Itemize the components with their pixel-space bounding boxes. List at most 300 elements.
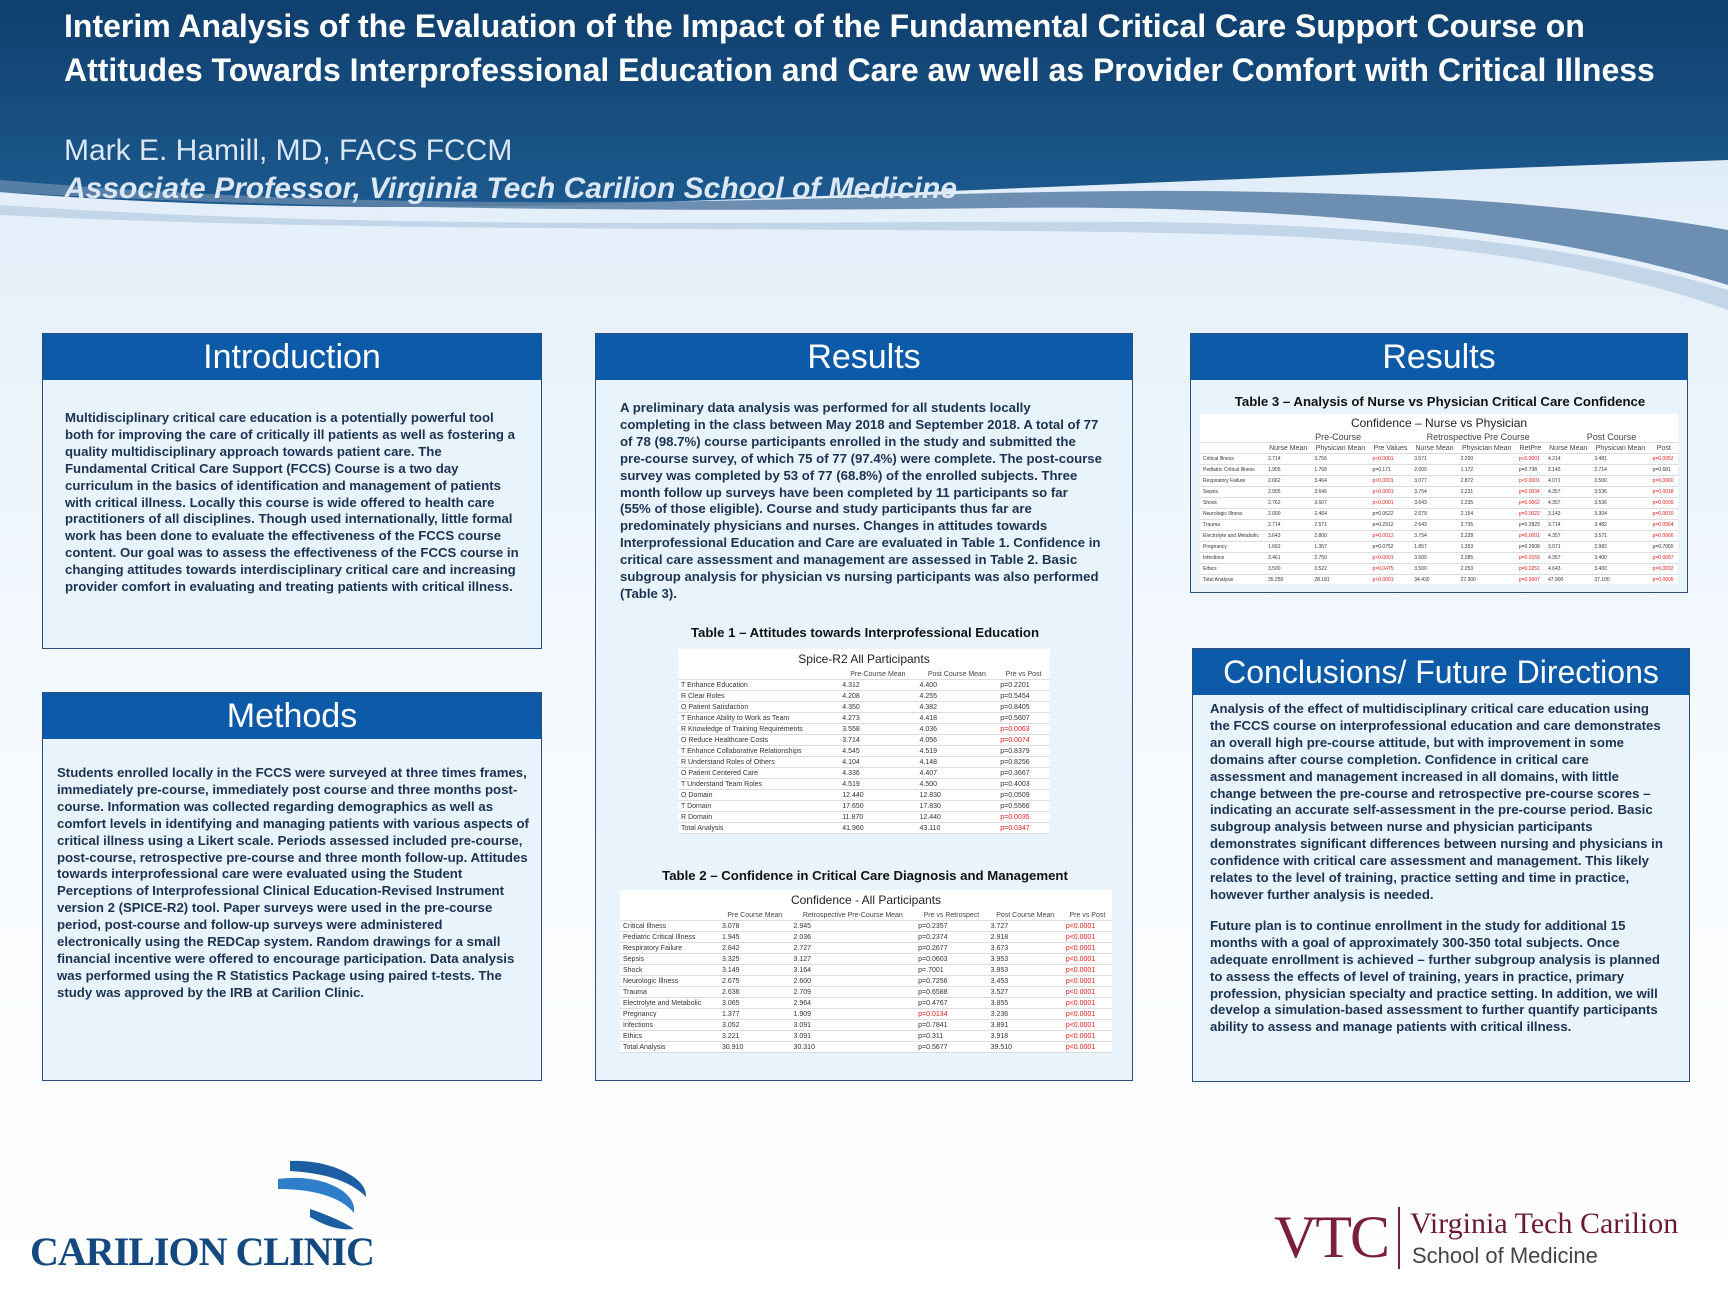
table1-row [678, 768, 1050, 779]
table1-row [678, 702, 1050, 713]
table3-cell: 3.754 [1411, 531, 1457, 542]
table2-row-label: Shock [620, 965, 719, 976]
table3-cell: p=0.0066 [1650, 531, 1678, 542]
table1-row-label: T Domain [678, 801, 839, 812]
results-panel-right [1190, 333, 1688, 593]
table3-cell: 3.607 [1311, 498, 1369, 509]
table1-row [678, 691, 1050, 702]
carilion-clinic-logo [28, 1155, 373, 1275]
table2-row [620, 1009, 1112, 1020]
results-text: A preliminary data analysis was performed for all students locally completing in the class between May 2018 and September 2018. A total of 77 of 78 (98.7%) course participants enrolled in the study and submitted the pre-course survey, of which 75 of 77 (97.4%) were complete. The post-course survey was completed by 53 of 77 (68.8%) of the enrolled subjects. Three month follow up surveys have been completed by 11 participants so far (55% of those eligible). Course and study participants thus far are predominately physicians and nurses. Changes in attitudes towards Interprofessional Education and Care are evaluated in Table 1. Confidence in critical care assessment and management are assessed in Table 2. Basic subgroup analysis for physician vs nursing participants was also performed (Table 3). [620, 400, 1102, 601]
table2-cell: 3.891 [988, 1020, 1063, 1031]
table2-row [620, 943, 1112, 954]
table3-cell: p=0.0752 [1370, 542, 1412, 553]
table3-cell: p=0.0034 [1516, 487, 1545, 498]
table3-cell: p=0.2608 [1516, 542, 1545, 553]
table1-cell: 17.650 [839, 801, 916, 812]
table3-cell: 3.643 [1265, 531, 1311, 542]
table1-cell: p=0.0063 [997, 724, 1050, 735]
table3-cell: 3.481 [1591, 454, 1649, 465]
table1-header-row [678, 669, 1050, 680]
table2-cell: 3.221 [719, 1031, 791, 1042]
table1-row [678, 680, 1050, 691]
table2-row-label: Respiratory Failure [620, 943, 719, 954]
table1-row [678, 779, 1050, 790]
table3-cell: 1.357 [1311, 542, 1369, 553]
table2-cell: 2.636 [719, 987, 791, 998]
table3-group-header: Retrospective Pre Course [1411, 432, 1545, 443]
table1-cell: 4.104 [839, 757, 916, 768]
table2-cell: p=0.2357 [915, 921, 987, 932]
table2-cell: 3.453 [988, 976, 1063, 987]
table3-col-header: RetPre [1516, 443, 1545, 454]
table2-title: Confidence - All Participants [620, 890, 1112, 910]
table3-cell: p<0.0001 [1516, 454, 1545, 465]
table2-row [620, 932, 1112, 943]
table3-cell: 2.464 [1311, 509, 1369, 520]
table3-cell: p=0.0007 [1516, 575, 1545, 585]
table2-cell: 2.675 [719, 976, 791, 987]
table2-col-header: Pre vs Retrospect [915, 910, 987, 921]
table1-row [678, 757, 1050, 768]
table2-row [620, 998, 1112, 1009]
table2-cell: p<0.0001 [1063, 1020, 1112, 1031]
table2-cell: 2.600 [791, 976, 916, 987]
table3-cell: 2.571 [1311, 520, 1369, 531]
table2-cell: 3.149 [719, 965, 791, 976]
table2-row [620, 1020, 1112, 1031]
results-heading-middle: Results [596, 334, 1132, 380]
methods-text: Students enrolled locally in the FCCS were surveyed at three times frames, immediately pre-course, immediately post course and three months post-course. Information was collected regarding demographics as well as comfort levels in identifying and managing patients with various aspects of critical illness using a Likert scale. Periods assessed included pre-course, post-course, retrospective pre-course and three month follow-up. Attitudes towards interprofessional care were evaluated using the Student Perceptions of Interprofessional Clinical Education-Revised Instrument version 2 (SPICE-R2) tool. Paper surveys were used in the pre-course period, post-course and follow-up surveys were administered electronically using the REDCap system. Random drawings for a small financial incentive were offered to encourage participation. Data analysis was performed using the R Statistics Package using paired t-tests. The study was approved by the IRB at Carilion Clinic. [57, 765, 529, 1000]
table3-cell: p=0.0062 [1516, 498, 1545, 509]
table1-row [678, 823, 1050, 834]
table2-cell: 3.127 [791, 954, 916, 965]
table2-cell: 2.918 [988, 932, 1063, 943]
table3-cell: 28.181 [1311, 575, 1369, 585]
table3-cell: p=0.681 [1650, 465, 1678, 476]
table3-cell: 3.500 [1591, 476, 1649, 487]
table3-row [1200, 498, 1678, 509]
table1-row-label: O Reduce Healthcare Costs [678, 735, 839, 746]
table3-cell: 2.662 [1265, 476, 1311, 487]
table2-cell: 3.727 [988, 921, 1063, 932]
table1-cell: 4.056 [917, 735, 998, 746]
table1-cell: 4.400 [917, 680, 998, 691]
table1-cell: 4.208 [839, 691, 916, 702]
table3-col-header: Pre Values [1370, 443, 1412, 454]
table2-cell: 3.078 [719, 921, 791, 932]
table3-header-row [1200, 443, 1678, 454]
vtc-divider [1398, 1207, 1400, 1269]
table2-cell: 1.909 [791, 1009, 916, 1020]
table2-cell: p<0.0001 [1063, 965, 1112, 976]
table1-cell: p=0.0509 [997, 790, 1050, 801]
table2-cell: 3.855 [988, 998, 1063, 1009]
table3-row-label: Pediatric Critical Illness [1200, 465, 1265, 476]
table1-row-label: R Clear Roles [678, 691, 839, 702]
table2-cell: p=0.6588 [915, 987, 987, 998]
table3-cell: 34.430 [1411, 575, 1457, 585]
table3-cell: 27.300 [1458, 575, 1516, 585]
table3-cell: 4.071 [1545, 476, 1591, 487]
table2-cell: 3.673 [988, 943, 1063, 954]
table1-col-header: Pre-Course Mean [839, 669, 916, 680]
conclusions-paragraph-2: Future plan is to continue enrollment in the study for additional 15 months with a goal of approximately 300-350 total subjects. Once adequate enrollment is achieved – further subgroup analysis is planned to assess the effects of level of training, years in practice, primary profession, physician specialty and practice setting. In addition, we will develop a simulation-based assessment to further quantify participants ability to assess and manage patients with critical illness. [1210, 917, 1660, 1035]
table3-cell: 2.750 [1311, 553, 1369, 564]
table3-cell: 1.662 [1265, 542, 1311, 553]
table3-cell: p<0.0001 [1370, 487, 1412, 498]
table3-cell: 2.800 [1311, 531, 1369, 542]
table2-row-label: Pregnancy [620, 1009, 719, 1020]
table3-cell: p<0.0001 [1370, 553, 1412, 564]
table2-cell: p=0.4767 [915, 998, 987, 1009]
table3-cell: 3.400 [1591, 553, 1649, 564]
table3-row [1200, 520, 1678, 531]
table3-cell: 2.200 [1458, 454, 1516, 465]
table2-col-header [620, 910, 719, 921]
table3-col-header: Physician Mean [1311, 443, 1369, 454]
table1-cell: p=0.5607 [997, 713, 1050, 724]
table1-row-label: O Domain [678, 790, 839, 801]
table1-cell: p=0.0035 [997, 812, 1050, 823]
table1-row-label: R Knowledge of Training Requirements [678, 724, 839, 735]
table3-col-header: Post [1650, 443, 1678, 454]
table3-cell: 2.735 [1458, 520, 1516, 531]
table3-row [1200, 542, 1678, 553]
table3-cell: 1.353 [1458, 542, 1516, 553]
table3-cell: 3.464 [1311, 476, 1369, 487]
table3-cell: p=0.7065 [1650, 542, 1678, 553]
table2-cell: 2.945 [791, 921, 916, 932]
table3-cell: 37.100 [1591, 575, 1649, 585]
table3-cell: p=0.0001 [1516, 531, 1545, 542]
table3-cell: p=0.2829 [1516, 520, 1545, 531]
table3-cell: 3.536 [1591, 487, 1649, 498]
table3-title: Confidence – Nurse vs Physician [1200, 414, 1678, 432]
table3-row-label: Total Analysis [1200, 575, 1265, 585]
table2-cell: 2.709 [791, 987, 916, 998]
table2-cell: 2.964 [791, 998, 916, 1009]
table2-cell: p<0.0001 [1063, 998, 1112, 1009]
table1-caption: Table 1 – Attitudes towards Interprofessional Education [690, 625, 1040, 640]
table3-row-label: Trauma [1200, 520, 1265, 531]
table2-cell: p=0.2374 [915, 932, 987, 943]
table3-wrapper [1200, 414, 1678, 584]
conclusions-heading: Conclusions/ Future Directions [1193, 649, 1689, 695]
table3-cell: 4.357 [1545, 553, 1591, 564]
table1-cell: 4.519 [839, 779, 916, 790]
table2-cell: p=0.7841 [915, 1020, 987, 1031]
table3-cell: 4.357 [1545, 498, 1591, 509]
table1-cell: 12.440 [839, 790, 916, 801]
table1-cell: 4.382 [917, 702, 998, 713]
vtc-school: School of Medicine [1412, 1243, 1598, 1268]
table2-cell: 3.091 [791, 1031, 916, 1042]
results-heading-right: Results [1191, 334, 1687, 380]
table1-cell: 4.036 [917, 724, 998, 735]
table1-cell: p=0.0074 [997, 735, 1050, 746]
introduction-heading: Introduction [43, 334, 541, 380]
table3-cell: p=0.0092 [1650, 564, 1678, 575]
carilion-clinic-wordmark: CARILION CLINIC [30, 1229, 374, 1274]
table2-row-label: Pediatric Critical Illness [620, 932, 719, 943]
table2-cell: 3.527 [988, 987, 1063, 998]
table1-cell: p=0.8405 [997, 702, 1050, 713]
table3-cell: 3.646 [1311, 487, 1369, 498]
table3-cell: 2.872 [1458, 476, 1516, 487]
table2-cell: p=0.5677 [915, 1042, 987, 1053]
table3-cell: 3.756 [1311, 454, 1369, 465]
table3-group-row [1200, 432, 1678, 443]
table2-cell: p<0.0001 [1063, 932, 1112, 943]
table3-group-header: Post Course [1545, 432, 1678, 443]
table1-row-label: R Domain [678, 812, 839, 823]
table2-row [620, 954, 1112, 965]
table1-cell: p=0.8256 [997, 757, 1050, 768]
table3-cell: 1.905 [1265, 465, 1311, 476]
table2-col-header: Pre vs Post [1063, 910, 1112, 921]
table2-cell: p<0.0001 [1063, 943, 1112, 954]
table3-cell: 2.385 [1458, 553, 1516, 564]
table2-cell: 39.510 [988, 1042, 1063, 1053]
table1-row [678, 713, 1050, 724]
table2-cell: 3.953 [988, 965, 1063, 976]
table3-row-label: Critical Illness [1200, 454, 1265, 465]
table3-cell: p=0.0060 [1650, 476, 1678, 487]
table3-col-header: Physician Mean [1458, 443, 1516, 454]
table3-row [1200, 465, 1678, 476]
table2-cell: p=.7001 [915, 965, 987, 976]
table1-cell: 4.545 [839, 746, 916, 757]
table3-cell: p<0.0001 [1370, 454, 1412, 465]
table2-cell: p<0.0001 [1063, 954, 1112, 965]
table3-cell: 3.304 [1591, 509, 1649, 520]
table1-cell: 11.870 [839, 812, 916, 823]
table2-row [620, 976, 1112, 987]
table2-cell: p<0.0001 [1063, 921, 1112, 932]
table3-cell: p=0.0005 [1650, 575, 1678, 585]
table1-row-label: R Understand Roles of Others [678, 757, 839, 768]
table2-cell: p<0.0001 [1063, 1009, 1112, 1020]
table1-row-label: T Understand Team Roles [678, 779, 839, 790]
table3-row-label: Neurologic Illness [1200, 509, 1265, 520]
table2-cell: 2.842 [719, 943, 791, 954]
table3-row-label: Pregnancy [1200, 542, 1265, 553]
table1-row-label: T Enhance Collaborative Relationships [678, 746, 839, 757]
conclusions-paragraph-1: Analysis of the effect of multidisciplinary critical care education using the FCCS course on interprofessional education and care demonstrates an overall high pre-course attitude, but with improvement in some domains after course completion. Confidence in critical care assessment and management increased in all domains, with little change between the pre-course and retrospective pre-course scores – indicating an accurate self-assessment in the pre-course period. Basic subgroup analysis between nurse and physician participants demonstrates significant differences between nursing and physicians in confidence with critical care assessment and management. This likely relates to the level of training, practice setting and time in practice, however further analysis is needed. [1210, 701, 1663, 902]
table1-cell: p=0.3667 [997, 768, 1050, 779]
table3-cell: p=0.0009 [1650, 498, 1678, 509]
table3-cell: 3.500 [1265, 564, 1311, 575]
table3-cell: 1.172 [1458, 465, 1516, 476]
table3-row [1200, 553, 1678, 564]
introduction-panel [42, 333, 542, 649]
table3-row-label: Sepsis [1200, 487, 1265, 498]
table3-cell: 2.762 [1265, 498, 1311, 509]
table1-cell: p=0.5566 [997, 801, 1050, 812]
table3-cell: 2.714 [1265, 520, 1311, 531]
author-affiliation: Associate Professor, Virginia Tech Carilion School of Medicine [64, 172, 957, 205]
table2-cell: 3.164 [791, 965, 916, 976]
table1-row [678, 801, 1050, 812]
table3-cell: 3.482 [1591, 520, 1649, 531]
table2-cell: 1.945 [719, 932, 791, 943]
table2-cell: p=0.2677 [915, 943, 987, 954]
table3-cell: p=0.2912 [1370, 520, 1412, 531]
table1-cell: 3.714 [839, 735, 916, 746]
table1 [678, 649, 1050, 834]
table2-row-label: Sepsis [620, 954, 719, 965]
table3-cell: 2.228 [1458, 531, 1516, 542]
table3-cell: p=0.0475 [1370, 564, 1412, 575]
table3-col-header: Nurse Mean [1265, 443, 1311, 454]
table3-cell: 1.768 [1311, 465, 1369, 476]
table3-row [1200, 454, 1678, 465]
table2-row [620, 921, 1112, 932]
table2-row-label: Neurologic Illness [620, 976, 719, 987]
table2-cell: 2.727 [791, 943, 916, 954]
vtc-mark: VTC [1274, 1204, 1388, 1270]
table2-cell: p=0.311 [915, 1031, 987, 1042]
table1-cell: 4.407 [917, 768, 998, 779]
table1-cell: 4.519 [917, 746, 998, 757]
table2-col-header: Post Course Mean [988, 910, 1063, 921]
table3-cell: 2.235 [1458, 498, 1516, 509]
table3-cell: 4.357 [1545, 487, 1591, 498]
table2-cell: 2.036 [791, 932, 916, 943]
table3-cell: 2.714 [1265, 454, 1311, 465]
table3-cell: p=0.0052 [1650, 454, 1678, 465]
table3-cell: 3.714 [1545, 520, 1591, 531]
table1-cell: 4.312 [839, 680, 916, 691]
table3-cell: p=0.0018 [1650, 487, 1678, 498]
table3-row [1200, 575, 1678, 585]
table3-group-blank [1200, 432, 1265, 443]
table3-cell: 2.143 [1545, 465, 1591, 476]
table3-cell: 3.643 [1411, 498, 1457, 509]
table1-cell: p=0.2201 [997, 680, 1050, 691]
table3-row-label: Electrolyte and Metabolic [1200, 531, 1265, 542]
table3-cell: 4.643 [1545, 564, 1591, 575]
table3-cell: 47.900 [1545, 575, 1591, 585]
table2-row-label: Trauma [620, 987, 719, 998]
table1-cell: 12.830 [917, 790, 998, 801]
methods-panel [42, 692, 542, 1081]
table2-cell: p<0.0001 [1063, 976, 1112, 987]
table3-row [1200, 564, 1678, 575]
table3-cell: 3.571 [1411, 454, 1457, 465]
table2 [620, 890, 1112, 1053]
table2-caption: Table 2 – Confidence in Critical Care Diagnosis and Management [662, 868, 1068, 883]
table3-cell: p<0.0001 [1370, 476, 1412, 487]
table1-cell: p=0.8379 [997, 746, 1050, 757]
table3-row-label: Ethics [1200, 564, 1265, 575]
introduction-text: Multidisciplinary critical care education is a potentially powerful tool both for improving the care of critically ill patients as well as fostering a quality multidisciplinary approach towards patient care. The Fundamental Critical Care Support (FCCS) Course is a two day curriculum in the basics of identification and management of patients with critical illness. Locally this course is wide offered to health care practitioners of all disciplines. Though used internationally, little formal work has been done to evaluate the effectiveness of the FCCS course content. Our goal was to assess the effectiveness of the FCCS course in changing attitudes towards interdisciplinary critical care and increasing provider comfort in evaluating and treating patients with critical illness. [65, 410, 519, 595]
table1-cell: 4.273 [839, 713, 916, 724]
table3-cell: p<0.0001 [1516, 476, 1545, 487]
vtc-name: Virginia Tech Carilion [1410, 1207, 1679, 1240]
table3-cell: 3.143 [1545, 509, 1591, 520]
table3-row [1200, 509, 1678, 520]
table1-col-header [678, 669, 839, 680]
table3-cell: 2.253 [1458, 564, 1516, 575]
table3-cell: 2.905 [1265, 487, 1311, 498]
table3-cell: 3.500 [1411, 553, 1457, 564]
table3-cell: p=0.0012 [1370, 531, 1412, 542]
table3-cell: 3.461 [1265, 553, 1311, 564]
table2-cell: p=0.0134 [915, 1009, 987, 1020]
table1-wrapper [678, 649, 1050, 834]
table1-row [678, 735, 1050, 746]
table2-cell: 30.910 [719, 1042, 791, 1053]
table2-cell: 3.325 [719, 954, 791, 965]
table3-row [1200, 487, 1678, 498]
table3-caption: Table 3 – Analysis of Nurse vs Physician Critical Care Confidence [1234, 394, 1646, 409]
table1-col-header: Post Course Mean [917, 669, 998, 680]
table1-row-label: O Patient Satisfaction [678, 702, 839, 713]
table3-cell: p=0.0097 [1650, 553, 1678, 564]
table3-cell: 3.071 [1545, 542, 1591, 553]
table3-col-header: Physician Mean [1591, 443, 1649, 454]
table1-cell: 4.418 [917, 713, 998, 724]
table1-row-label: T Enhance Ability to Work as Team [678, 713, 839, 724]
table2-cell: 3.918 [988, 1031, 1063, 1042]
vtc-logo [1274, 1203, 1694, 1283]
table2-cell: 3.236 [988, 1009, 1063, 1020]
table2-cell: p=0.0603 [915, 954, 987, 965]
table2-header-row [620, 910, 1112, 921]
table3-cell: 1.857 [1411, 542, 1457, 553]
table1-row [678, 724, 1050, 735]
table1-cell: 4.500 [917, 779, 998, 790]
table1-cell: 3.558 [839, 724, 916, 735]
poster-title: Interim Analysis of the Evaluation of the Impact of the Fundamental Critical Care Support Course on Attitudes Towards Interprofessional Education and Care aw well as Provider Comfort with Critical Illness [64, 8, 1655, 88]
table3-cell: 2.579 [1411, 509, 1457, 520]
table1-cell: p=0.0347 [997, 823, 1050, 834]
table3-cell: 4.357 [1545, 531, 1591, 542]
table3-cell: 3.754 [1411, 487, 1457, 498]
table3-cell: 3.536 [1591, 498, 1649, 509]
table2-row-label: Total Analysis [620, 1042, 719, 1053]
table2-row-label: Electrolyte and Metabolic [620, 998, 719, 1009]
table2-row-label: Critical Illness [620, 921, 719, 932]
table3-cell: 2.000 [1411, 465, 1457, 476]
table2-row-label: Ethics [620, 1031, 719, 1042]
table1-cell: 4.148 [917, 757, 998, 768]
table1-cell: 4.350 [839, 702, 916, 713]
table3-group-header: Pre-Course [1265, 432, 1411, 443]
table3-cell: p=0.0022 [1516, 509, 1545, 520]
table3-cell: p=0.0064 [1650, 520, 1678, 531]
table1-row-label: T Enhance Education [678, 680, 839, 691]
table2-wrapper [620, 890, 1112, 1053]
table1-cell: 41.960 [839, 823, 916, 834]
table1-cell: 43.110 [917, 823, 998, 834]
table2-cell: 3.065 [719, 998, 791, 1009]
table1-cell: 12.440 [917, 812, 998, 823]
table2-col-header: Retrospective Pre-Course Mean [791, 910, 916, 921]
table1-row [678, 790, 1050, 801]
table2-cell: p<0.0001 [1063, 1031, 1112, 1042]
table3-col-header: Nurse Mean [1411, 443, 1457, 454]
table2-row-label: Infections [620, 1020, 719, 1031]
table1-row [678, 812, 1050, 823]
table2-cell: p=0.7256 [915, 976, 987, 987]
table3 [1200, 414, 1678, 584]
table3-cell: 2.982 [1591, 542, 1649, 553]
table3-row-label: Respiratory Failure [1200, 476, 1265, 487]
table2-row [620, 965, 1112, 976]
